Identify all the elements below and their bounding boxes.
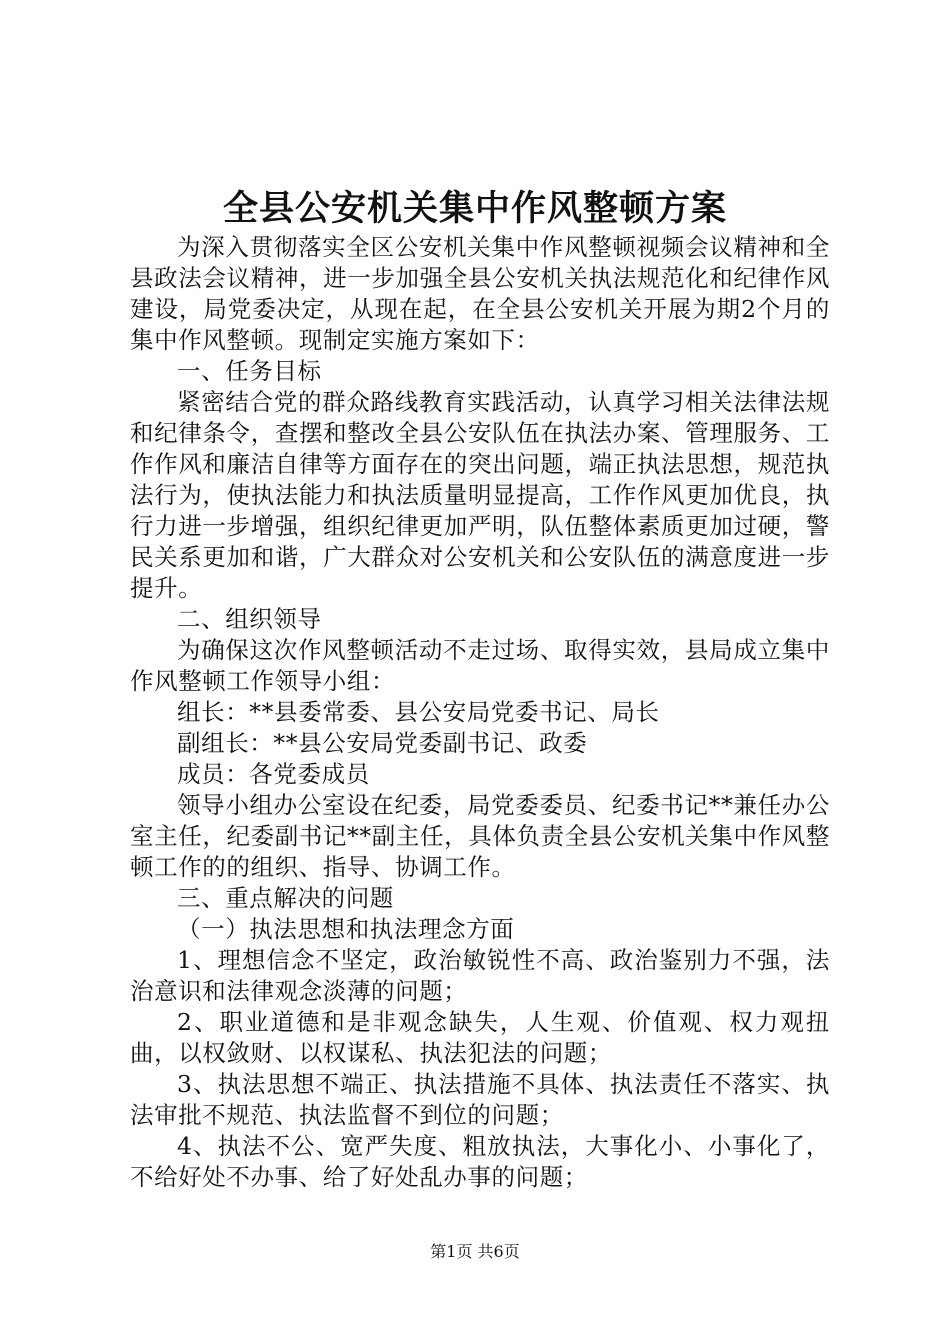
subsection-heading-1: （一）执法思想和执法理念方面 (177, 915, 515, 943)
document-title: 全县公安机关集中作风整顿方案 (222, 188, 727, 229)
section-heading-3: 三、重点解决的问题 (177, 884, 394, 912)
section-heading-1: 一、任务目标 (177, 357, 322, 385)
section-heading-2: 二、组织领导 (177, 605, 322, 633)
paragraph-intro: 为深入贯彻落实全区公安机关集中作风整顿视频会议精神和全县政法会议精神，进一步加强全县公安机关执法规范化和纪律作风建设，局党委决定，从现在起，在全县公安机关开展为期2个月的集中作风整顿。现制定实施方案如下： (130, 233, 830, 354)
list-item-1: 1、理想信念不坚定，政治敏锐性不高、政治鉴别力不强，法治意识和法律观念淡薄的问题； (130, 946, 830, 1005)
deputy-leader-line: 副组长：**县公安局党委副书记、政委 (177, 729, 588, 757)
list-item-3: 3、执法思想不端正、执法措施不具体、执法责任不落实、执法审批不规范、执法监督不到位的问题； (130, 1070, 830, 1129)
members-line: 成员：各党委成员 (177, 760, 370, 788)
paragraph-goals: 紧密结合党的群众路线教育实践活动，认真学习相关法律法规和纪律条令，查摆和整改全县公安队伍在执法办案、管理服务、工作作风和廉洁自律等方面存在的突出问题，端正执法思想，规范执法行为，使执法能力和执法质量明显提高，工作作风更加优良，执行力进一步增强，组织纪律更加严明，队伍整体素质更加过硬，警民关系更加和谐，广大群众对公安机关和公安队伍的满意度进一步提升。 (130, 388, 830, 602)
paragraph-leadership: 为确保这次作风整顿活动不走过场、取得实效，县局成立集中作风整顿工作领导小组： (130, 636, 830, 695)
page-footer: 第1页 共6页 (430, 1242, 520, 1261)
leader-line: 组长：**县委常委、县公安局党委书记、局长 (177, 698, 660, 726)
paragraph-office: 领导小组办公室设在纪委，局党委委员、纪委书记**兼任办公室主任，纪委副书记**副主任，具体负责全县公安机关集中作风整顿工作的的组织、指导、协调工作。 (130, 791, 830, 881)
document-body (130, 232, 830, 1193)
list-item-4: 4、执法不公、宽严失度、粗放执法，大事化小、小事化了，不给好处不办事、给了好处乱办事的问题； (130, 1132, 830, 1191)
list-item-2: 2、职业道德和是非观念缺失，人生观、价值观、权力观扭曲，以权敛财、以权谋私、执法犯法的问题； (130, 1008, 830, 1067)
